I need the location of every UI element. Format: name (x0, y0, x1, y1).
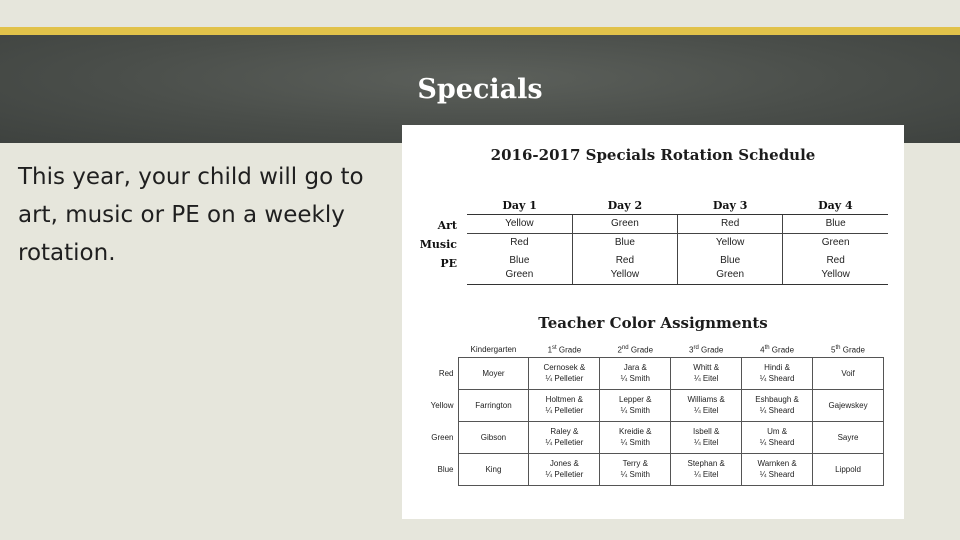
rotation-row-labels (412, 216, 457, 273)
header-blank (426, 343, 458, 357)
teacher-row-green (426, 421, 884, 453)
rotation-row (467, 214, 888, 233)
teacher-cell: Lippold (813, 453, 884, 485)
rotation-cell: Red (826, 254, 845, 266)
teacher-cell: Raley & ¼ Pelletier (529, 421, 600, 453)
teacher-cell: Eshbaugh & ¼ Sheard (742, 389, 813, 421)
day-header-2: Day 2 (572, 198, 677, 214)
row-label-art: Art (437, 219, 457, 232)
row-label-music: Music (419, 238, 457, 251)
rotation-row (467, 251, 888, 269)
teacher-row-blue (426, 453, 884, 485)
day-header-1: Day 1 (467, 198, 572, 214)
teacher-assignments-title: Teacher Color Assignments (538, 314, 768, 332)
rotation-cell: Red (572, 251, 677, 269)
teacher-cell: Farrington (458, 389, 529, 421)
teacher-cell: Williams & ¼ Eitel (671, 389, 742, 421)
teacher-cell: Hindi & ¼ Sheard (742, 357, 813, 389)
rotation-row (467, 269, 888, 284)
teacher-row-yellow (426, 389, 884, 421)
teacher-cell: King (458, 453, 529, 485)
rotation-cell: Red (467, 233, 572, 251)
rotation-cell: Blue (572, 233, 677, 251)
grade-header-1: 1st Grade (547, 344, 582, 355)
rotation-cell: Green (467, 269, 572, 284)
row-label-pe: PE (440, 257, 457, 270)
teacher-cell: Sayre (813, 421, 884, 453)
teacher-cell: Stephan & ¼ Eitel (671, 453, 742, 485)
teacher-cell: Whitt & ¼ Eitel (671, 357, 742, 389)
slide-body-text: This year, your child will go to art, music or PE on a weekly rotation. (18, 164, 364, 266)
teacher-cell: Lepper & ¼ Smith (600, 389, 671, 421)
teacher-cell: Isbell & ¼ Eitel (671, 421, 742, 453)
teacher-row-red (426, 357, 884, 389)
teacher-table (426, 343, 884, 486)
rotation-cell: Yellow (572, 269, 677, 284)
teacher-cell: Jara & ¼ Smith (600, 357, 671, 389)
grade-header-2: 2nd Grade (617, 344, 654, 355)
rotation-cell: Red (678, 214, 783, 233)
teacher-cell: Um & ¼ Sheard (742, 421, 813, 453)
rotation-cell: Blue (467, 251, 572, 269)
rotation-cell: Green (572, 214, 677, 233)
rotation-row (467, 233, 888, 251)
teacher-cell: Gibson (458, 421, 529, 453)
teacher-cell: Holtmen & ¼ Pelletier (529, 389, 600, 421)
teacher-cell: Jones & ¼ Pelletier (529, 453, 600, 485)
slide-title: Specials (417, 74, 543, 105)
grade-header-4: 4th Grade (760, 344, 795, 355)
rotation-cell: Blue (783, 214, 888, 233)
grade-header-3: 3rd Grade (689, 344, 724, 355)
grade-header-0: Kindergarten (470, 345, 517, 355)
teacher-cell: Gajewskey (813, 389, 884, 421)
teacher-cell: Voif (813, 357, 884, 389)
rotation-table (467, 198, 888, 285)
teacher-cell: Cernosek & ¼ Pelletier (529, 357, 600, 389)
teacher-cell: Moyer (458, 357, 529, 389)
teacher-cell: Warnken & ¼ Sheard (742, 453, 813, 485)
color-label: Red (438, 368, 454, 378)
schedule-document (402, 125, 904, 519)
rotation-cell: Green (678, 269, 783, 284)
day-header-4: Day 4 (783, 198, 888, 214)
teacher-cell: Terry & ¼ Smith (600, 453, 671, 485)
rotation-cell: Blue (678, 251, 783, 269)
rotation-cell: Yellow (678, 233, 783, 251)
color-label: Green (431, 432, 454, 442)
rotation-cell: Yellow (467, 214, 572, 233)
teacher-cell: Kreidie & ¼ Smith (600, 421, 671, 453)
rotation-cell: Green (821, 236, 850, 248)
rotation-schedule-title: 2016-2017 Specials Rotation Schedule (490, 146, 816, 164)
day-header-3: Day 3 (678, 198, 783, 214)
rotation-cell: Yellow (783, 269, 888, 284)
grade-header-5: 5th Grade (831, 344, 865, 355)
color-label: Yellow (430, 400, 454, 410)
top-accent-stripe (0, 27, 960, 35)
color-label: Blue (437, 464, 454, 474)
